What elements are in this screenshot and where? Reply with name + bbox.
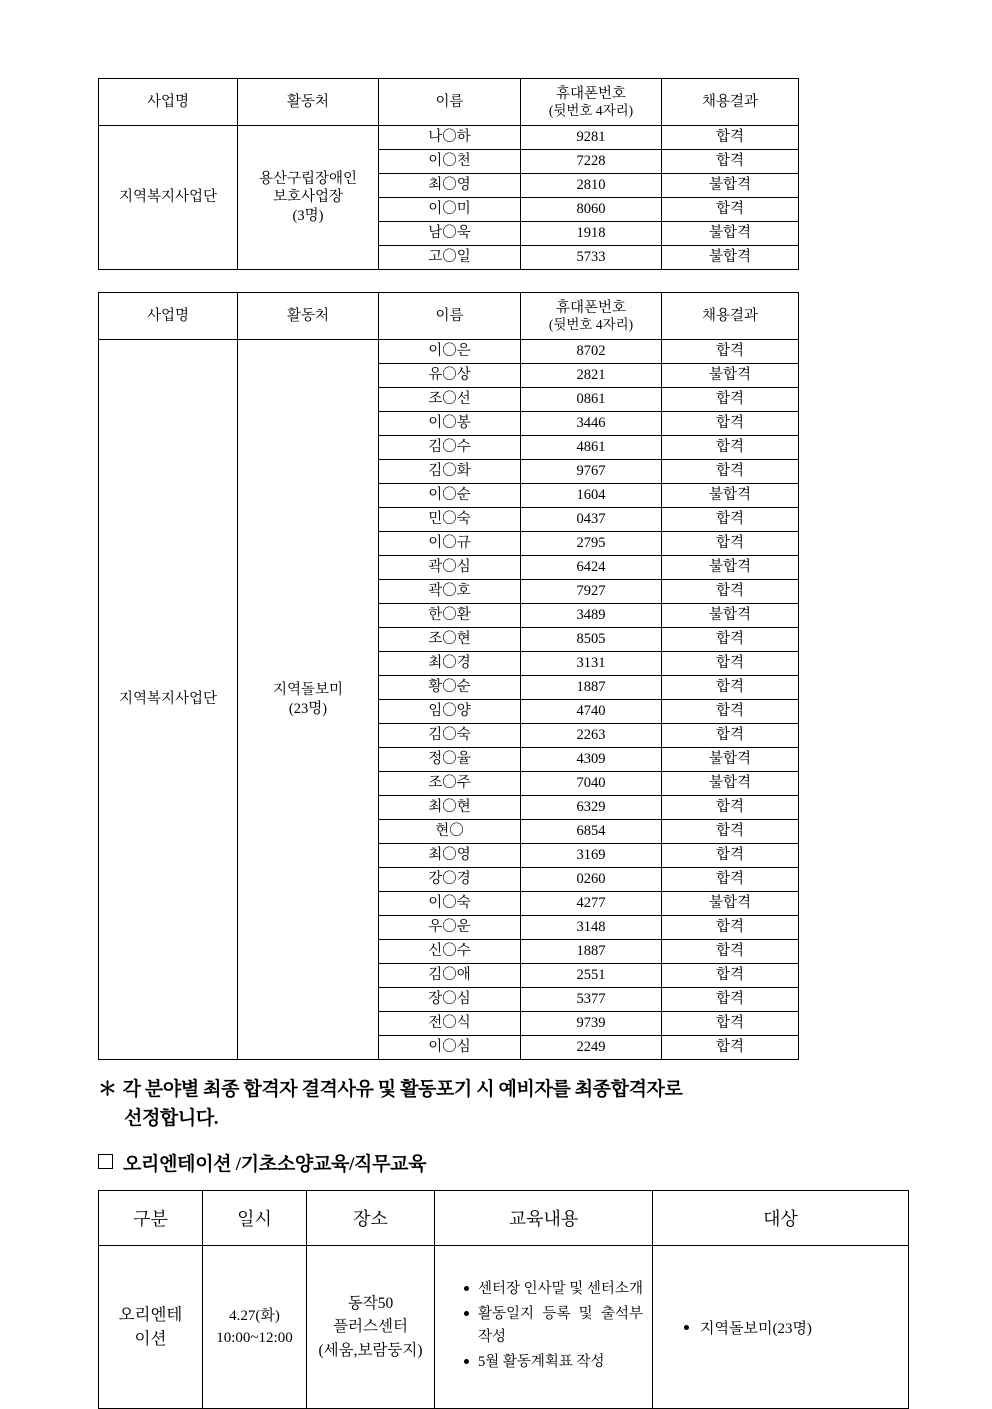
col-header-place: 활동처 xyxy=(238,79,379,126)
cell-name: 곽〇심 xyxy=(379,556,521,580)
cell-phone: 9739 xyxy=(521,1012,662,1036)
cell-result: 불합격 xyxy=(662,748,799,772)
cell-result: 합격 xyxy=(662,1036,799,1060)
cell-result: 불합격 xyxy=(662,556,799,580)
cell-result: 합격 xyxy=(662,820,799,844)
cell-phone: 4309 xyxy=(521,748,662,772)
cell-name: 남〇욱 xyxy=(379,222,521,246)
footnote-marker: ＊ xyxy=(98,1079,117,1100)
cell-phone: 2810 xyxy=(521,174,662,198)
cell-result: 합격 xyxy=(662,628,799,652)
cell-name: 조〇현 xyxy=(379,628,521,652)
edu-col-header-category: 구분 xyxy=(99,1191,203,1246)
edu-col-header-place: 장소 xyxy=(307,1191,435,1246)
cell-result: 합격 xyxy=(662,532,799,556)
education-section-title-text: 오리엔테이션 /기초소양교육/직무교육 xyxy=(123,1154,427,1175)
cell-result: 불합격 xyxy=(662,246,799,270)
cell-result: 합격 xyxy=(662,652,799,676)
cell-phone: 7927 xyxy=(521,580,662,604)
edu-category-cell xyxy=(99,1246,203,1409)
cell-name: 김〇애 xyxy=(379,964,521,988)
cell-name: 이〇숙 xyxy=(379,892,521,916)
cell-result: 합격 xyxy=(662,388,799,412)
cell-phone: 1887 xyxy=(521,940,662,964)
col-header-result: 채용결과 xyxy=(662,79,799,126)
cell-place xyxy=(238,340,379,1060)
cell-phone: 0260 xyxy=(521,868,662,892)
footnote xyxy=(98,1076,897,1133)
cell-result: 합격 xyxy=(662,796,799,820)
cell-result: 합격 xyxy=(662,150,799,174)
cell-result: 합격 xyxy=(662,460,799,484)
cell-result: 합격 xyxy=(662,1012,799,1036)
cell-result: 합격 xyxy=(662,700,799,724)
cell-phone: 8505 xyxy=(521,628,662,652)
cell-phone: 8060 xyxy=(521,198,662,222)
cell-result: 불합격 xyxy=(662,484,799,508)
recruitment-table-1 xyxy=(98,78,799,270)
cell-result: 합격 xyxy=(662,340,799,364)
cell-name: 조〇주 xyxy=(379,772,521,796)
table-header-row xyxy=(99,79,799,126)
cell-name: 최〇영 xyxy=(379,174,521,198)
cell-phone: 5733 xyxy=(521,246,662,270)
table-row xyxy=(99,340,799,364)
cell-phone: 2821 xyxy=(521,364,662,388)
col-header-name: 이름 xyxy=(379,293,521,340)
cell-name: 이〇봉 xyxy=(379,412,521,436)
col-header-phone-sub: (뒷번호 4자리) xyxy=(548,316,634,332)
col-header-place: 활동처 xyxy=(238,293,379,340)
edu-target-wrap xyxy=(654,1317,907,1338)
education-header-row xyxy=(99,1191,909,1246)
cell-phone: 4861 xyxy=(521,436,662,460)
cell-result: 합격 xyxy=(662,868,799,892)
cell-phone: 2551 xyxy=(521,964,662,988)
cell-name: 이〇은 xyxy=(379,340,521,364)
table-header-row xyxy=(99,293,799,340)
cell-result: 합격 xyxy=(662,676,799,700)
cell-phone: 1918 xyxy=(521,222,662,246)
cell-name: 이〇순 xyxy=(379,484,521,508)
cell-name: 조〇선 xyxy=(379,388,521,412)
cell-phone: 7228 xyxy=(521,150,662,174)
cell-result: 합격 xyxy=(662,916,799,940)
edu-datetime-cell xyxy=(203,1246,307,1409)
edu-place-line-1: 동작50 xyxy=(347,1295,394,1313)
cell-phone: 9767 xyxy=(521,460,662,484)
edu-contents-list xyxy=(436,1278,651,1375)
checkbox-icon xyxy=(98,1154,113,1169)
cell-name: 김〇화 xyxy=(379,460,521,484)
cell-name: 전〇식 xyxy=(379,1012,521,1036)
cell-result: 불합격 xyxy=(662,364,799,388)
cell-result: 합격 xyxy=(662,126,799,150)
cell-name: 정〇율 xyxy=(379,748,521,772)
cell-name: 이〇규 xyxy=(379,532,521,556)
edu-col-header-contents: 교육내용 xyxy=(435,1191,653,1246)
edu-content-item: 활동일지 등록 및 출석부 작성 xyxy=(464,1303,643,1349)
cell-name: 황〇순 xyxy=(379,676,521,700)
cell-phone: 4277 xyxy=(521,892,662,916)
cell-result: 합격 xyxy=(662,964,799,988)
cell-phone: 3148 xyxy=(521,916,662,940)
cell-name: 민〇숙 xyxy=(379,508,521,532)
cell-place-line-3: (3명) xyxy=(292,207,324,224)
cell-phone: 6329 xyxy=(521,796,662,820)
cell-result: 불합격 xyxy=(662,604,799,628)
cell-phone: 5377 xyxy=(521,988,662,1012)
col-header-phone xyxy=(521,293,662,340)
edu-col-header-target: 대상 xyxy=(653,1191,909,1246)
education-section-title xyxy=(98,1149,897,1176)
cell-place xyxy=(238,126,379,270)
edu-date-line-2: 10:00~12:00 xyxy=(216,1330,293,1346)
cell-name: 곽〇호 xyxy=(379,580,521,604)
edu-contents-cell xyxy=(435,1246,653,1409)
cell-result: 합격 xyxy=(662,724,799,748)
cell-phone: 1887 xyxy=(521,676,662,700)
cell-phone: 2795 xyxy=(521,532,662,556)
cell-name: 신〇수 xyxy=(379,940,521,964)
cell-name: 이〇천 xyxy=(379,150,521,174)
cell-phone: 2249 xyxy=(521,1036,662,1060)
cell-name: 최〇현 xyxy=(379,796,521,820)
cell-phone: 0861 xyxy=(521,388,662,412)
cell-place-line-2: 보호사업장 xyxy=(272,189,344,206)
edu-target-item: 지역돌보미(23명) xyxy=(684,1317,812,1338)
cell-place-line-2: (23명) xyxy=(288,700,328,717)
col-header-business: 사업명 xyxy=(99,79,238,126)
cell-business: 지역복지사업단 xyxy=(99,126,238,270)
cell-name: 현〇 xyxy=(379,820,521,844)
cell-place-line-1: 지역돌보미 xyxy=(272,682,344,699)
cell-result: 합격 xyxy=(662,436,799,460)
edu-place-line-3: (세움,보람둥지) xyxy=(318,1341,423,1359)
cell-phone: 0437 xyxy=(521,508,662,532)
cell-result: 합격 xyxy=(662,508,799,532)
cell-name: 최〇경 xyxy=(379,652,521,676)
cell-phone: 4740 xyxy=(521,700,662,724)
cell-phone: 3489 xyxy=(521,604,662,628)
cell-phone: 3169 xyxy=(521,844,662,868)
cell-result: 불합격 xyxy=(662,892,799,916)
cell-name: 이〇심 xyxy=(379,1036,521,1060)
cell-result: 합격 xyxy=(662,412,799,436)
cell-name: 이〇미 xyxy=(379,198,521,222)
cell-phone: 6854 xyxy=(521,820,662,844)
cell-place-line-1: 용산구립장애인 xyxy=(258,171,358,188)
cell-result: 불합격 xyxy=(662,174,799,198)
cell-phone: 9281 xyxy=(521,126,662,150)
edu-category-line-2: 이션 xyxy=(134,1329,167,1348)
edu-place-cell xyxy=(307,1246,435,1409)
cell-name: 강〇경 xyxy=(379,868,521,892)
cell-name: 한〇환 xyxy=(379,604,521,628)
recruitment-table-2 xyxy=(98,292,799,1060)
cell-name: 김〇수 xyxy=(379,436,521,460)
edu-place-line-2: 플러스센터 xyxy=(333,1318,408,1336)
cell-name: 고〇일 xyxy=(379,246,521,270)
cell-business: 지역복지사업단 xyxy=(99,340,238,1060)
table-row xyxy=(99,126,799,150)
edu-date-line-1: 4.27(화) xyxy=(229,1307,280,1324)
cell-result: 불합격 xyxy=(662,222,799,246)
edu-col-header-datetime: 일시 xyxy=(203,1191,307,1246)
cell-name: 김〇숙 xyxy=(379,724,521,748)
cell-phone: 3446 xyxy=(521,412,662,436)
cell-phone: 2263 xyxy=(521,724,662,748)
cell-name: 최〇영 xyxy=(379,844,521,868)
cell-phone: 1604 xyxy=(521,484,662,508)
col-header-phone xyxy=(521,79,662,126)
edu-category-line-1: 오리엔테 xyxy=(118,1305,183,1325)
edu-content-item: 센터장 인사말 및 센터소개 xyxy=(464,1278,643,1301)
cell-result: 합격 xyxy=(662,940,799,964)
cell-phone: 7040 xyxy=(521,772,662,796)
col-header-phone-sub: (뒷번호 4자리) xyxy=(548,102,634,118)
cell-name: 유〇상 xyxy=(379,364,521,388)
cell-phone: 8702 xyxy=(521,340,662,364)
col-header-phone-main: 휴대폰번호 xyxy=(555,85,627,102)
edu-content-item: 5월 활동계획표 작성 xyxy=(464,1351,643,1374)
cell-result: 합격 xyxy=(662,580,799,604)
col-header-result: 채용결과 xyxy=(662,293,799,340)
education-row xyxy=(99,1246,909,1409)
footnote-line-1: 각 분야별 최종 합격자 결격사유 및 활동포기 시 예비자를 최종합격자로 xyxy=(122,1079,683,1100)
cell-name: 우〇운 xyxy=(379,916,521,940)
cell-name: 나〇하 xyxy=(379,126,521,150)
education-table xyxy=(98,1190,909,1409)
cell-phone: 6424 xyxy=(521,556,662,580)
col-header-business: 사업명 xyxy=(99,293,238,340)
cell-result: 합격 xyxy=(662,844,799,868)
footnote-line-2: 선정합니다. xyxy=(124,1107,219,1129)
cell-name: 임〇양 xyxy=(379,700,521,724)
cell-result: 합격 xyxy=(662,988,799,1012)
edu-target-cell xyxy=(653,1246,909,1409)
cell-phone: 3131 xyxy=(521,652,662,676)
cell-result: 불합격 xyxy=(662,772,799,796)
col-header-name: 이름 xyxy=(379,79,521,126)
table-spacer xyxy=(98,270,897,292)
col-header-phone-main: 휴대폰번호 xyxy=(555,299,627,316)
cell-result: 합격 xyxy=(662,198,799,222)
cell-name: 장〇심 xyxy=(379,988,521,1012)
